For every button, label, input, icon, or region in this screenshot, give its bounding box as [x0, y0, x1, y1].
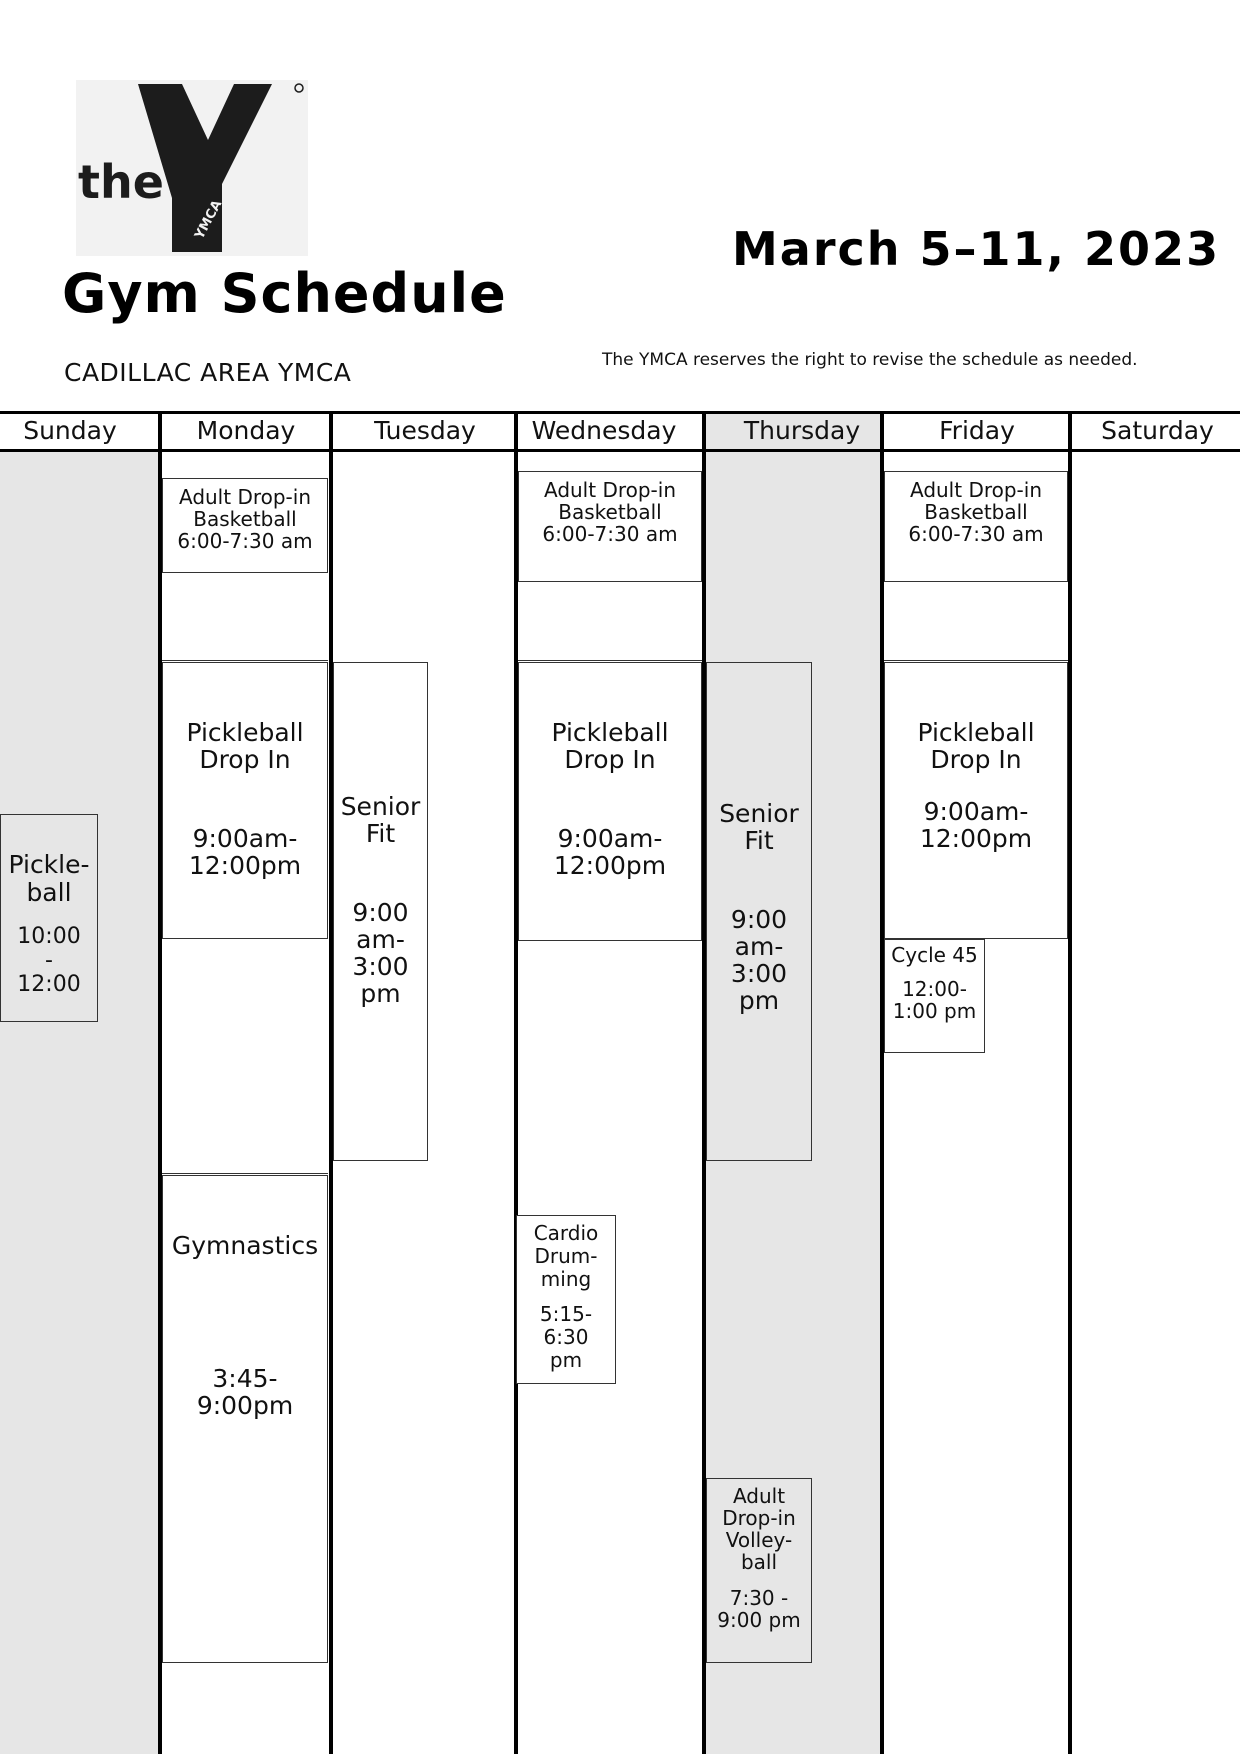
event-friday-cycle-45	[884, 939, 985, 1053]
column-divider	[1068, 411, 1072, 1754]
event-title: Cardio Drum- ming	[533, 1221, 599, 1291]
event-title: Senior Fit	[719, 799, 799, 855]
date-range: March 5–11, 2023	[732, 222, 1221, 276]
logo-badge: YMCA	[192, 197, 226, 242]
event-tuesday-senior-fit	[333, 662, 428, 1161]
event-sunday-pickleball	[0, 814, 98, 1022]
day-header-tuesday: Tuesday	[374, 416, 476, 445]
event-wednesday-basketball	[518, 471, 702, 582]
event-monday-gymnastics	[162, 1175, 328, 1663]
revision-notice: The YMCA reserves the right to revise the schedule as needed.	[602, 350, 1138, 370]
event-time: 7:30 - 9:00 pm	[717, 1586, 801, 1632]
event-title: Adult Drop-in Volley- ball	[722, 1484, 796, 1574]
event-wednesday-cardio-drumming	[516, 1215, 616, 1384]
event-wednesday-pickleball	[518, 662, 702, 941]
event-title: Adult Drop-in Basketball	[909, 478, 1043, 524]
event-friday-basketball	[884, 471, 1068, 582]
event-time: 5:15- 6:30 pm	[539, 1302, 593, 1372]
ymca-logo	[76, 80, 308, 256]
event-title: Pickleball Drop In	[186, 718, 304, 774]
event-time: 9:00 am- 3:00 pm	[730, 905, 788, 1015]
event-time: 6:00-7:30 am	[177, 529, 313, 553]
column-divider	[880, 411, 884, 1754]
event-title: Adult Drop-in Basketball	[178, 485, 312, 531]
location-name: CADILLAC AREA YMCA	[64, 358, 352, 387]
event-title: Adult Drop-in Basketball	[543, 478, 677, 524]
slot-separator	[884, 660, 1068, 661]
event-time: 9:00am- 12:00pm	[919, 797, 1033, 853]
event-time: 10:00 - 12:00	[17, 924, 81, 997]
event-friday-pickleball	[884, 662, 1068, 939]
logo-word: the	[78, 155, 164, 209]
column-divider	[514, 411, 518, 1754]
event-time: 6:00-7:30 am	[908, 522, 1044, 546]
event-time: 9:00 am- 3:00 pm	[352, 898, 409, 1008]
event-time: 3:45- 9:00pm	[196, 1364, 294, 1420]
day-header-monday: Monday	[196, 416, 296, 445]
event-time: 9:00am- 12:00pm	[553, 824, 667, 880]
event-monday-pickleball	[162, 662, 328, 939]
slot-separator	[162, 1173, 328, 1174]
event-title: Pickleball Drop In	[917, 718, 1035, 774]
day-header-saturday: Saturday	[1101, 416, 1214, 445]
event-time: 6:00-7:30 am	[542, 522, 678, 546]
event-thursday-senior-fit	[706, 662, 812, 1161]
slot-separator	[162, 660, 328, 661]
event-title: Senior Fit	[340, 792, 421, 848]
day-header-sunday: Sunday	[23, 416, 117, 445]
slot-separator	[518, 660, 702, 661]
sunday-column-shade	[0, 451, 160, 1754]
event-monday-basketball	[162, 478, 328, 573]
event-thursday-volleyball	[706, 1478, 812, 1663]
event-title: Cycle 45	[891, 943, 978, 967]
event-time: 12:00- 1:00 pm	[892, 977, 977, 1023]
day-header-wednesday: Wednesday	[531, 416, 677, 445]
event-title: Pickleball Drop In	[551, 718, 669, 774]
event-title: Pickle- ball	[8, 850, 90, 907]
event-title: Gymnastics	[171, 1231, 319, 1260]
day-header-thursday: Thursday	[743, 416, 861, 445]
day-header-friday: Friday	[939, 416, 1015, 445]
page-title: Gym Schedule	[62, 262, 507, 325]
event-time: 9:00am- 12:00pm	[188, 824, 302, 880]
